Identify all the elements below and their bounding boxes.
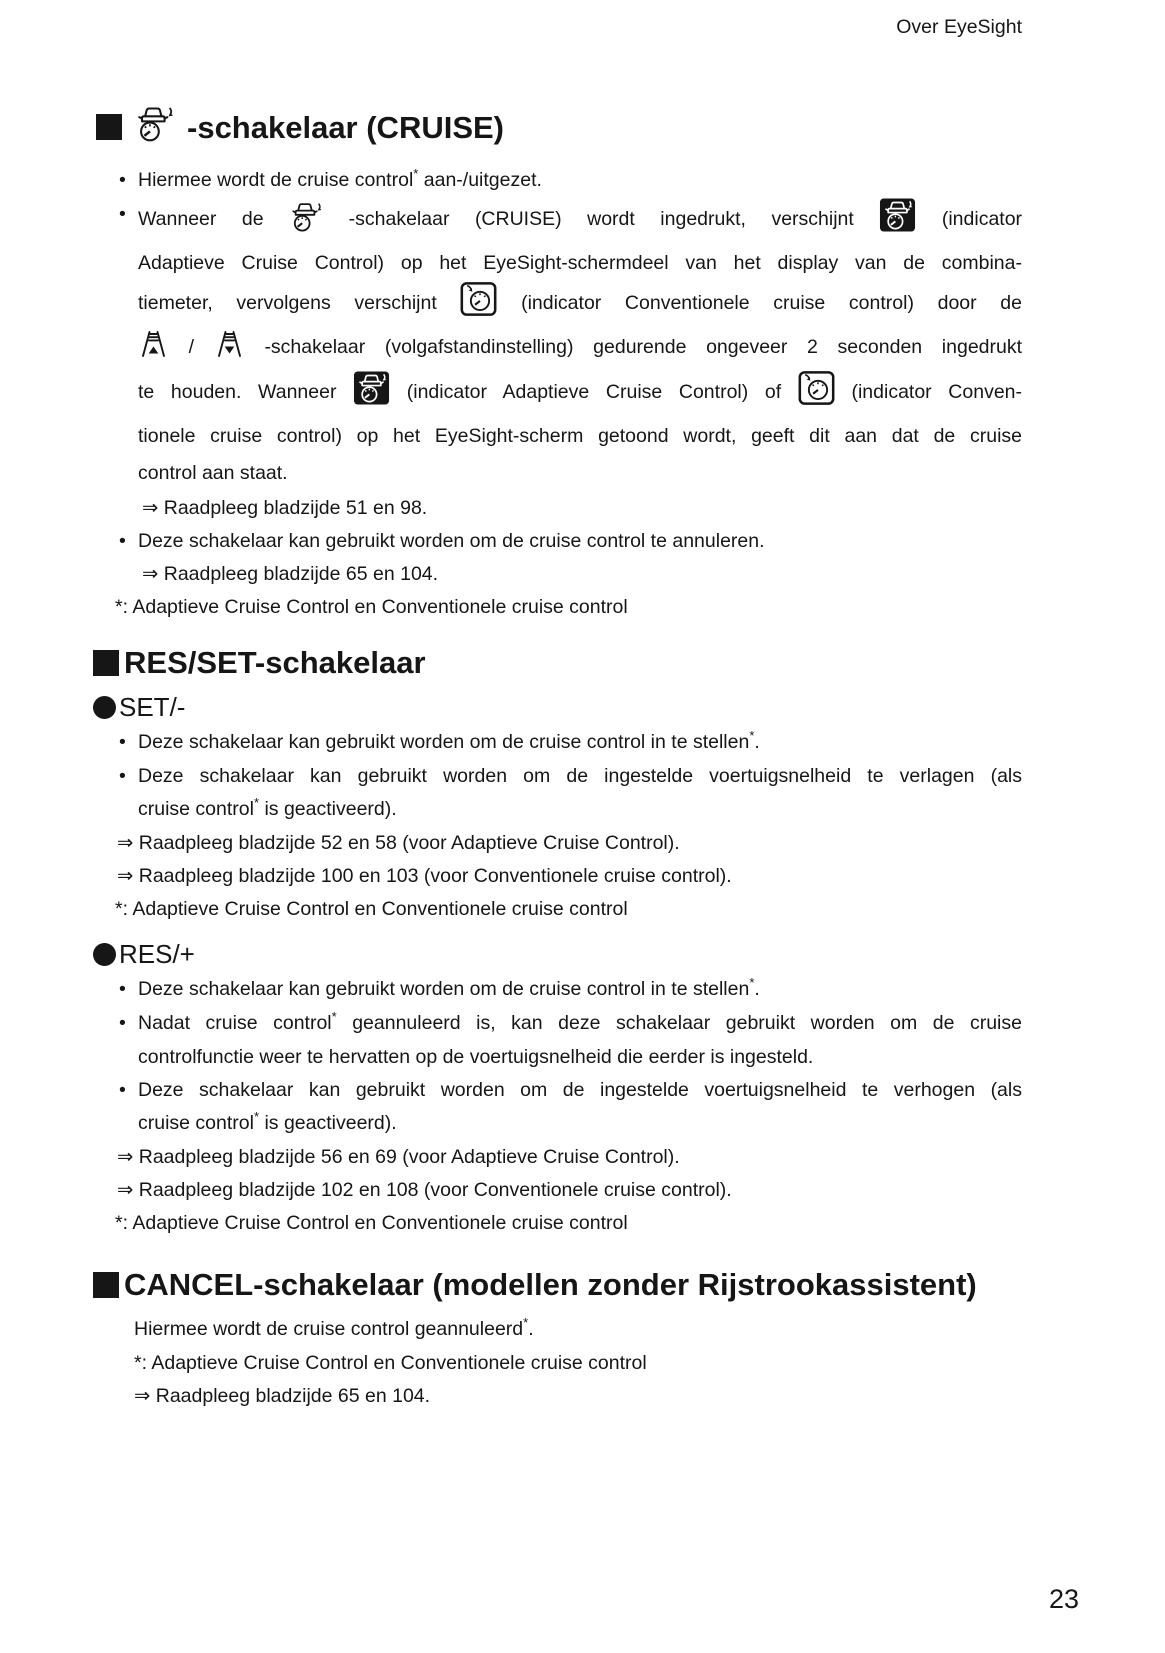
following-distance-decrease-icon (214, 330, 245, 371)
bullet-item (93, 525, 1022, 591)
footnote-asterisk: * (253, 795, 260, 810)
text-run: Hiermee wordt de cruise control geannuleerd (134, 1318, 524, 1340)
text-line: controlfunctie weer te hervatten op de voertuigsnelheid die eerder is ingesteld. (138, 1046, 814, 1068)
conventional-cruise-control-indicator-icon (460, 282, 497, 329)
text-run: (indicator (941, 208, 1023, 230)
adaptive-cruise-control-indicator-icon (353, 371, 390, 418)
page-reference: ⇒ Raadpleeg bladzijde 51 en 98. (142, 497, 428, 519)
text-run: tiemeter, vervolgens verschijnt (138, 292, 437, 314)
text-run: Wanneer de (138, 208, 264, 230)
bullet-item (93, 198, 1022, 525)
black-circle-marker (93, 696, 116, 719)
text-run: aan-/uitgezet. (418, 169, 542, 191)
text-line: tionele cruise control) op het EyeSight-scherm getoond wordt, geeft dit aan dat de cruise (138, 425, 1022, 447)
following-distance-increase-icon (138, 330, 169, 371)
footnote: *: Adaptieve Cruise Control en Conventionele cruise control (115, 1212, 628, 1234)
black-square-marker (93, 650, 119, 676)
text-line: • Deze schakelaar kan gebruikt worden om de cruise control te annuleren. (138, 530, 765, 552)
text-run: is geactiveerd). (259, 1112, 397, 1134)
bullet-item (93, 973, 1022, 1007)
cruise-control-switch-icon (289, 202, 323, 245)
bullet-item (93, 1074, 1022, 1141)
text-line: • Deze schakelaar kan gebruikt worden om de ingestelde voertuigsnelheid te verlagen (als (138, 765, 1022, 787)
text-run: te houden. Wanneer (138, 381, 337, 403)
text-run: -schakelaar (volgafstandinstelling) gedurende ongeveer 2 seconden ingedrukt (264, 336, 1023, 358)
text-run: Hiermee wordt de cruise control (138, 169, 414, 191)
footnote-asterisk: * (749, 975, 755, 990)
subsection-heading-set (93, 691, 1022, 724)
black-circle-marker (93, 943, 116, 966)
page-reference: ⇒ Raadpleeg bladzijde 56 en 69 (voor Adaptieve Cruise Control). (117, 1146, 680, 1168)
text-run: geannuleerd is, kan deze schakelaar gebruikt worden om de cruise (336, 1012, 1022, 1034)
section-heading-text: CANCEL-schakelaar (modellen zonder Rijstrookassistent) (124, 1267, 977, 1302)
text-line (138, 1007, 1022, 1041)
text-run: . (528, 1318, 534, 1340)
text-run: (indicator Adaptieve Cruise Control) of (406, 381, 782, 403)
text-line: Adaptieve Cruise Control) op het EyeSight-schermdeel van het display van de combina- (138, 252, 1022, 274)
page-content (93, 0, 1022, 1413)
footnote-asterisk: * (253, 1109, 260, 1124)
footnote-asterisk: * (331, 1009, 337, 1024)
text-run: cruise control (138, 798, 254, 820)
footnote-asterisk: * (523, 1315, 529, 1330)
footnote: *: Adaptieve Cruise Control en Conventionele cruise control (134, 1352, 647, 1374)
text-run: -schakelaar (CRUISE) wordt ingedrukt, verschijnt (348, 208, 854, 230)
page-reference: ⇒ Raadpleeg bladzijde 100 en 103 (voor Conventionele cruise control). (117, 865, 732, 887)
text-line (138, 793, 1022, 827)
bullet-item (93, 164, 1022, 198)
section-heading-cruise (96, 106, 1022, 148)
text-line (138, 282, 1022, 329)
page-reference: ⇒ Raadpleeg bladzijde 102 en 108 (voor Conventionele cruise control). (117, 1179, 732, 1201)
subsection-heading-res (93, 938, 1022, 971)
text-run: Deze schakelaar kan gebruikt worden om de cruise control in te stellen (138, 978, 750, 1000)
text-run: is geactiveerd). (259, 798, 397, 820)
text-run: (indicator Conven- (851, 381, 1023, 403)
section-heading-res-set (93, 646, 1022, 679)
running-header: Over EyeSight (896, 16, 1022, 38)
cruise-control-switch-icon (134, 106, 175, 148)
conventional-cruise-control-indicator-icon (798, 371, 835, 418)
text-line: • Deze schakelaar kan gebruikt worden om de ingestelde voertuigsnelheid te verhogen (als (138, 1079, 1022, 1101)
subsection-heading-text: RES/+ (119, 939, 195, 969)
adaptive-cruise-control-indicator-icon (879, 198, 916, 245)
section-heading-text: RES/SET-schakelaar (124, 645, 426, 680)
bullet-item (93, 1007, 1022, 1074)
subsection-heading-text: SET/- (119, 692, 186, 722)
text-line (138, 371, 1022, 418)
page-reference: ⇒ Raadpleeg bladzijde 65 en 104. (134, 1385, 431, 1407)
page-reference: ⇒ Raadpleeg bladzijde 65 en 104. (142, 563, 439, 585)
text-run: / (188, 336, 195, 358)
footnote: *: Adaptieve Cruise Control en Conventionele cruise control (115, 898, 628, 920)
text-run: . (754, 731, 760, 753)
text-line: control aan staat. (138, 462, 288, 484)
page-reference: ⇒ Raadpleeg bladzijde 52 en 58 (voor Adaptieve Cruise Control). (117, 832, 680, 854)
text-run: Nadat cruise control (138, 1012, 332, 1034)
footnote: *: Adaptieve Cruise Control en Conventionele cruise control (115, 596, 628, 618)
text-run: cruise control (138, 1112, 254, 1134)
page-number: 23 (1048, 1584, 1079, 1614)
text-run: Deze schakelaar kan gebruikt worden om de cruise control in te stellen (138, 731, 750, 753)
text-line (138, 1107, 1022, 1141)
black-square-marker (93, 1272, 119, 1298)
footnote-asterisk: * (413, 166, 419, 181)
text-line (138, 329, 1022, 371)
text-run: . (754, 978, 760, 1000)
black-square-marker (96, 114, 122, 140)
section-heading-cancel (93, 1268, 1022, 1301)
text-line (138, 198, 1022, 245)
text-run: (indicator Conventionele cruise control) door de (521, 292, 1022, 314)
bullet-item (93, 760, 1022, 827)
footnote-asterisk: * (749, 728, 755, 743)
text-line (134, 1313, 1022, 1347)
section-heading-text: -schakelaar (CRUISE) (187, 109, 505, 145)
bullet-item (93, 726, 1022, 760)
